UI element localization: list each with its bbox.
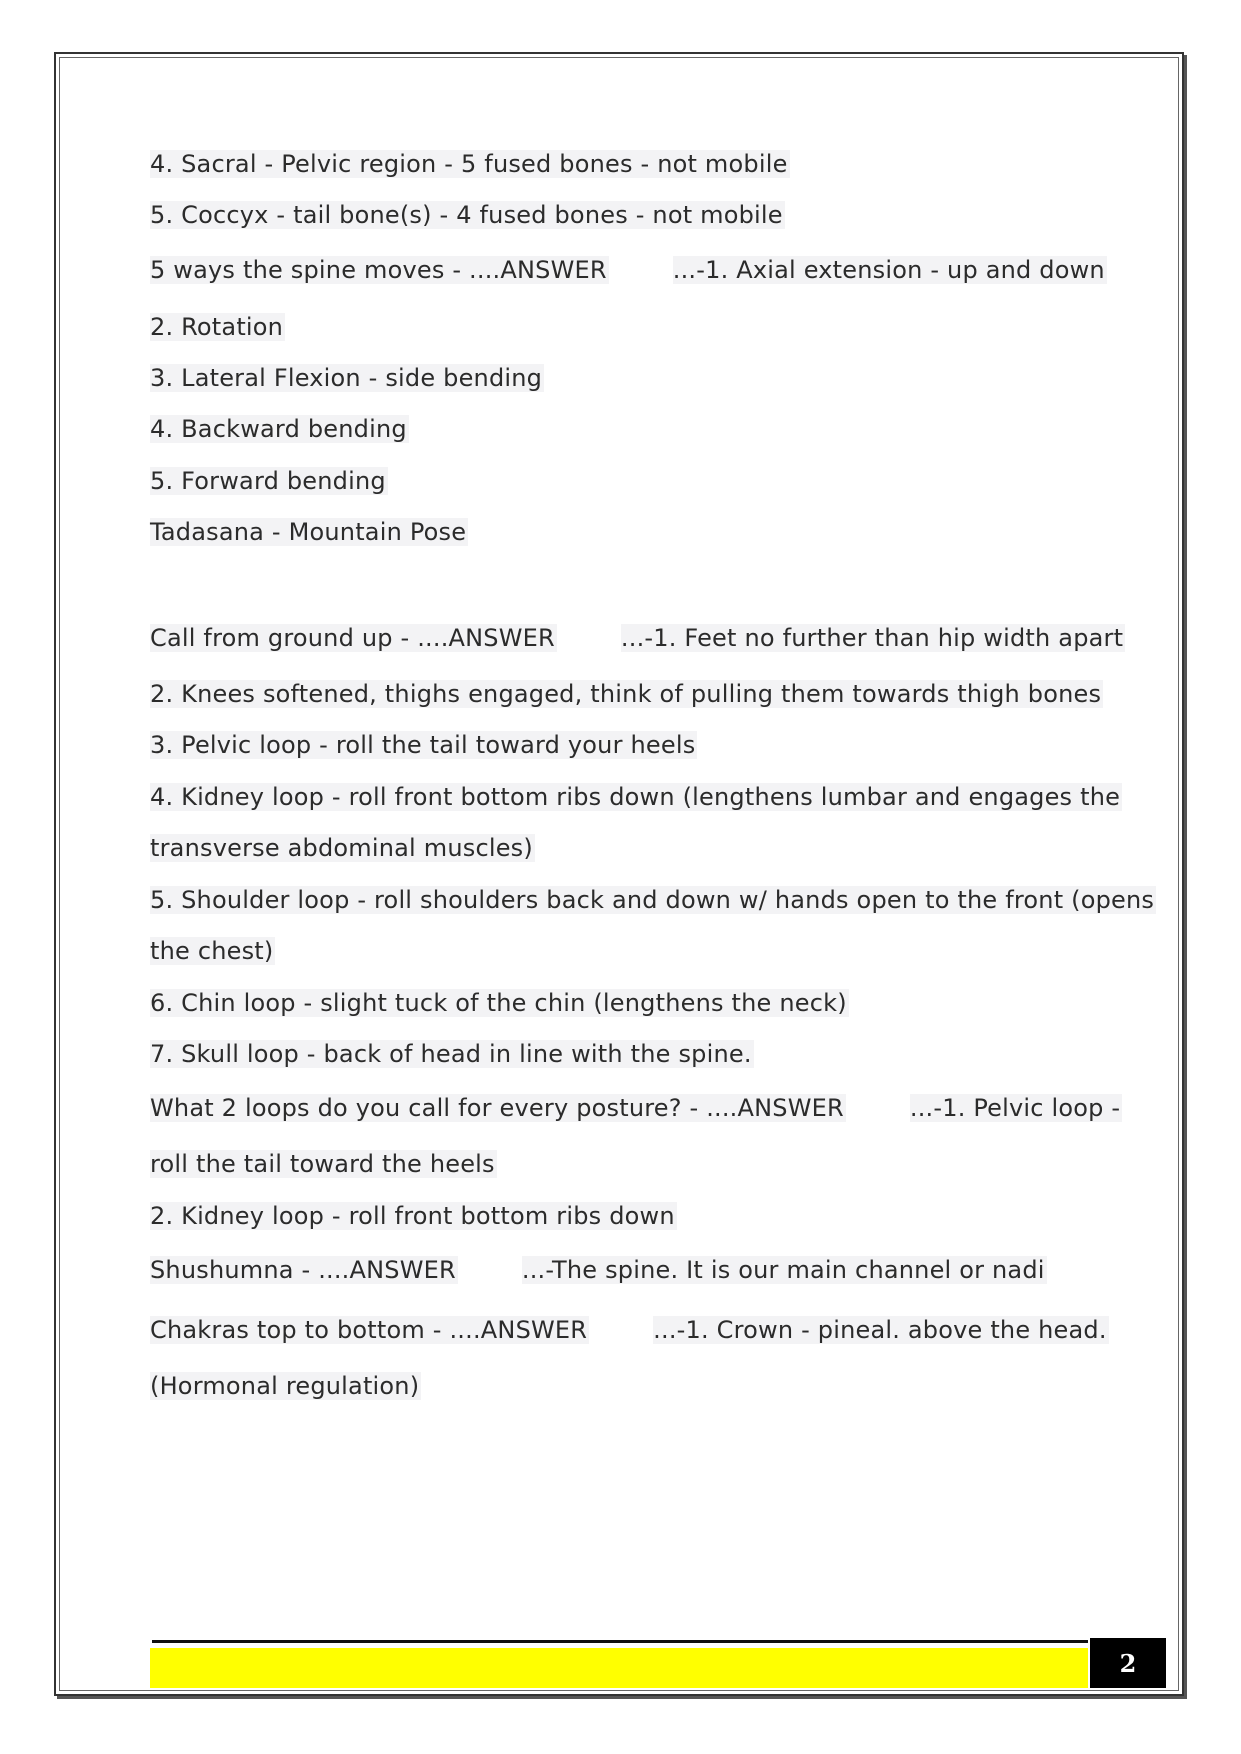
page-number: 2 bbox=[1090, 1638, 1166, 1688]
text-line: (Hormonal regulation) bbox=[150, 1372, 420, 1400]
qa-line: What 2 loops do you call for every posture? - ....ANSWER ...-1. Pelvic loop - bbox=[150, 1094, 1121, 1122]
text-line: 5. Coccyx - tail bone(s) - 4 fused bones - not mobile bbox=[150, 201, 783, 229]
text-line: 6. Chin loop - slight tuck of the chin (lengthens the neck) bbox=[150, 989, 847, 1017]
footer-bar bbox=[150, 1648, 1088, 1688]
text-line: transverse abdominal muscles) bbox=[150, 834, 533, 862]
text-line: 4. Kidney loop - roll front bottom ribs down (lengthens lumbar and engages the bbox=[150, 783, 1121, 811]
footer-rule bbox=[152, 1640, 1088, 1643]
text-line: Tadasana - Mountain Pose bbox=[150, 518, 467, 546]
text-line: 5. Forward bending bbox=[150, 467, 386, 495]
qa-line: 5 ways the spine moves - ....ANSWER ...-1. Axial extension - up and down bbox=[150, 256, 1105, 284]
text-line: 4. Backward bending bbox=[150, 415, 407, 443]
text-line: 4. Sacral - Pelvic region - 5 fused bones - not mobile bbox=[150, 150, 788, 178]
text-line: 2. Rotation bbox=[150, 313, 284, 341]
text-line: 3. Pelvic loop - roll the tail toward your heels bbox=[150, 731, 696, 759]
text-line: the chest) bbox=[150, 937, 274, 965]
page-frame bbox=[54, 52, 1184, 1696]
qa-line: Call from ground up - ....ANSWER ...-1. Feet no further than hip width apart bbox=[150, 624, 1124, 652]
text-line: 2. Knees softened, thighs engaged, think of pulling them towards thigh bones bbox=[150, 680, 1102, 708]
text-line: 3. Lateral Flexion - side bending bbox=[150, 364, 543, 392]
qa-line: Shushumna - ....ANSWER ...-The spine. It is our main channel or nadi bbox=[150, 1256, 1045, 1284]
text-line: 7. Skull loop - back of head in line with the spine. bbox=[150, 1040, 752, 1068]
text-line: 2. Kidney loop - roll front bottom ribs down bbox=[150, 1202, 675, 1230]
text-line: 5. Shoulder loop - roll shoulders back and down w/ hands open to the front (opens bbox=[150, 886, 1155, 914]
text-line: roll the tail toward the heels bbox=[150, 1150, 495, 1178]
qa-line: Chakras top to bottom - ....ANSWER ...-1. Crown - pineal. above the head. bbox=[150, 1316, 1107, 1344]
